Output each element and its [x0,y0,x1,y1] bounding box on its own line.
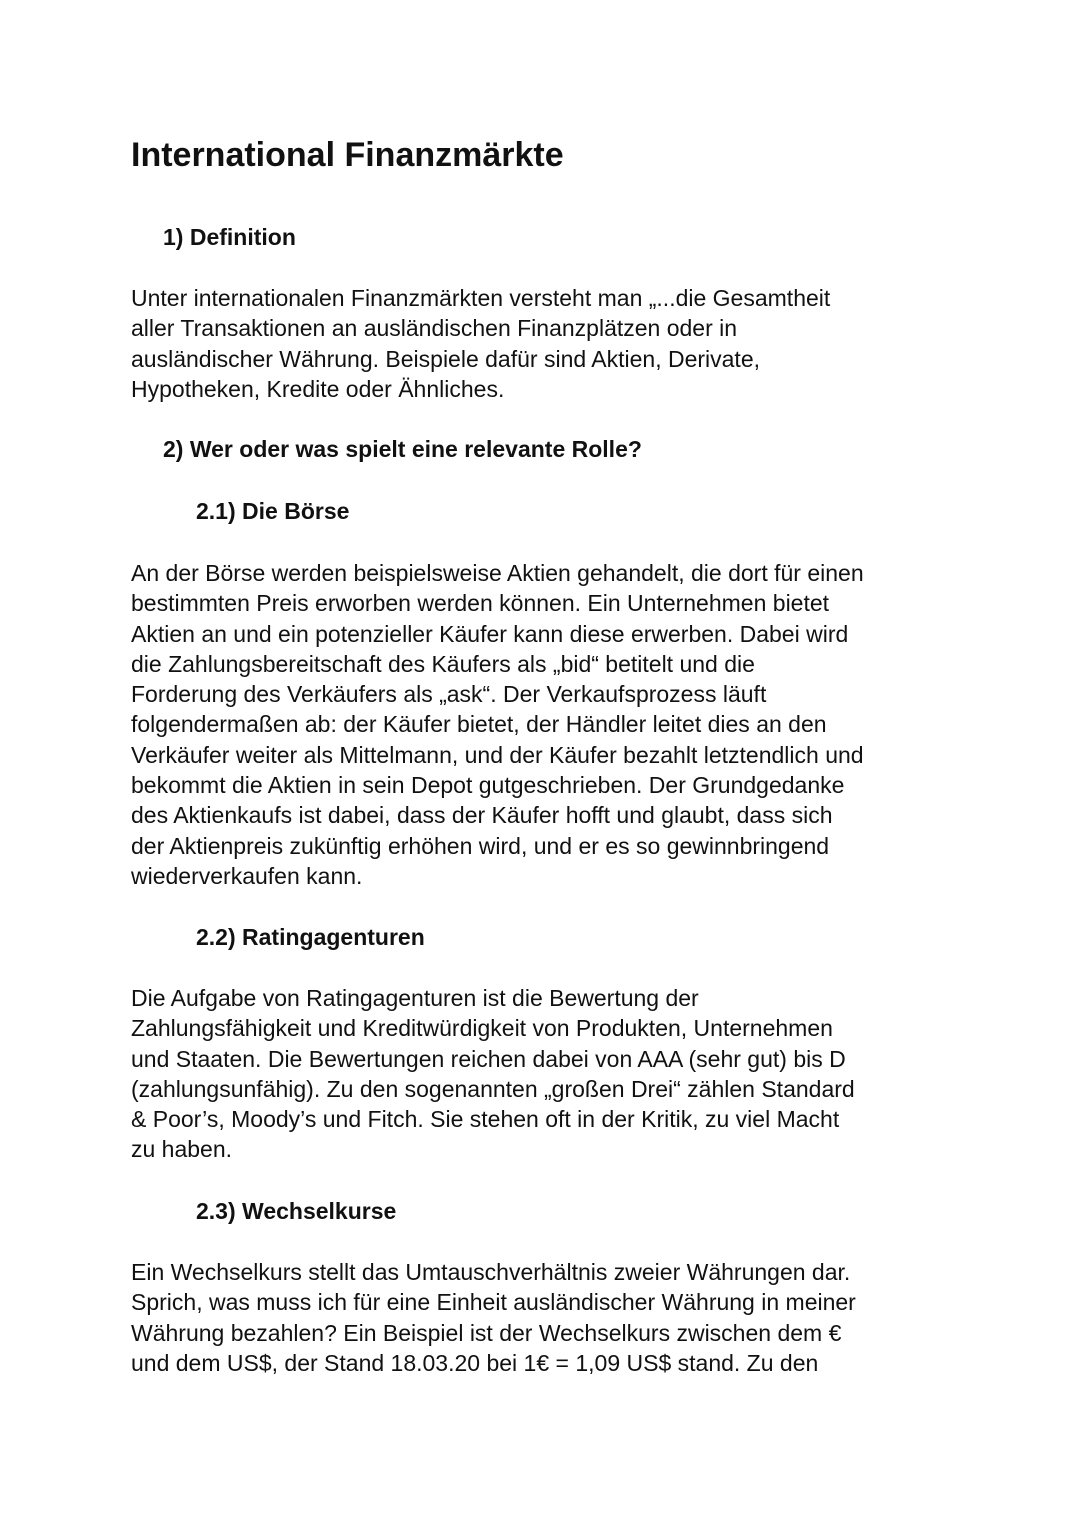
text-line: An der Börse werden beispielsweise Aktien gehandelt, die dort für einen [131,560,864,586]
text-line: wiederverkaufen kann. [131,862,363,889]
text-line: (zahlungsunfähig). Zu den sogenannten „großen Drei“ zählen Standard [131,1075,855,1102]
text-line: der Aktienpreis zukünftig erhöhen wird, und er es so gewinnbringend [131,832,830,859]
text-line: und Staaten. Die Bewertungen reichen dabei von AAA (sehr gut) bis D [131,1045,846,1072]
heading-roles: 2) Wer oder was spielt eine relevante Rolle? [163,436,642,462]
text-line: Sprich, was muss ich für eine Einheit ausländischer Währung in meiner [131,1289,856,1316]
text-line: Die Aufgabe von Ratingagenturen ist die Bewertung der [131,985,699,1011]
text-line: des Aktienkaufs ist dabei, dass der Käufer hofft und glaubt, dass sich [131,802,833,829]
text-line: Unter internationalen Finanzmärkten versteht man „...die Gesamtheit [131,285,831,311]
heading-boerse: 2.1) Die Börse [196,498,350,524]
paragraph-wechselkurse [131,1257,971,1378]
text-line: & Poor’s, Moody’s und Fitch. Sie stehen oft in der Kritik, zu viel Macht [131,1106,840,1133]
text-line: Hypotheken, Kredite oder Ähnliches. [131,375,505,402]
text-line: Zahlungsfähigkeit und Kreditwürdigkeit von Produkten, Unternehmen [131,1015,833,1042]
document-title: International Finanzmärkte [131,136,564,174]
text-line: Währung bezahlen? Ein Beispiel ist der Wechselkurs zwischen dem € [131,1319,842,1346]
text-line: ausländischer Währung. Beispiele dafür sind Aktien, Derivate, [131,345,761,372]
text-line: Aktien an und ein potenzieller Käufer kann diese erwerben. Dabei wird [131,620,849,647]
text-line: bestimmten Preis erworben werden können. Ein Unternehmen bietet [131,590,830,617]
text-line: die Zahlungsbereitschaft des Käufers als „bid“ betitelt und die [131,650,755,677]
heading-wechselkurse: 2.3) Wechselkurse [196,1198,397,1224]
text-line: Forderung des Verkäufers als „ask“. Der Verkaufsprozess läuft [131,681,767,708]
text-line: Ein Wechselkurs stellt das Umtauschverhältnis zweier Währungen dar. [131,1259,851,1285]
paragraph-boerse [131,558,971,891]
text-line: Verkäufer weiter als Mittelmann, und der Käufer bezahlt letztendlich und [131,741,864,768]
heading-definition: 1) Definition [163,224,296,250]
text-line: und dem US$, der Stand 18.03.20 bei 1€ = 1,09 US$ stand. Zu den [131,1349,819,1376]
paragraph-definition [131,283,971,404]
paragraph-ratingagenturen [131,983,971,1165]
text-line: aller Transaktionen an ausländischen Finanzplätzen oder in [131,315,738,342]
text-line: folgendermaßen ab: der Käufer bietet, der Händler leitet dies an den [131,711,827,738]
text-line: bekommt die Aktien in sein Depot gutgeschrieben. Der Grundgedanke [131,772,845,799]
text-line: zu haben. [131,1136,233,1163]
heading-ratingagenturen: 2.2) Ratingagenturen [196,924,425,950]
